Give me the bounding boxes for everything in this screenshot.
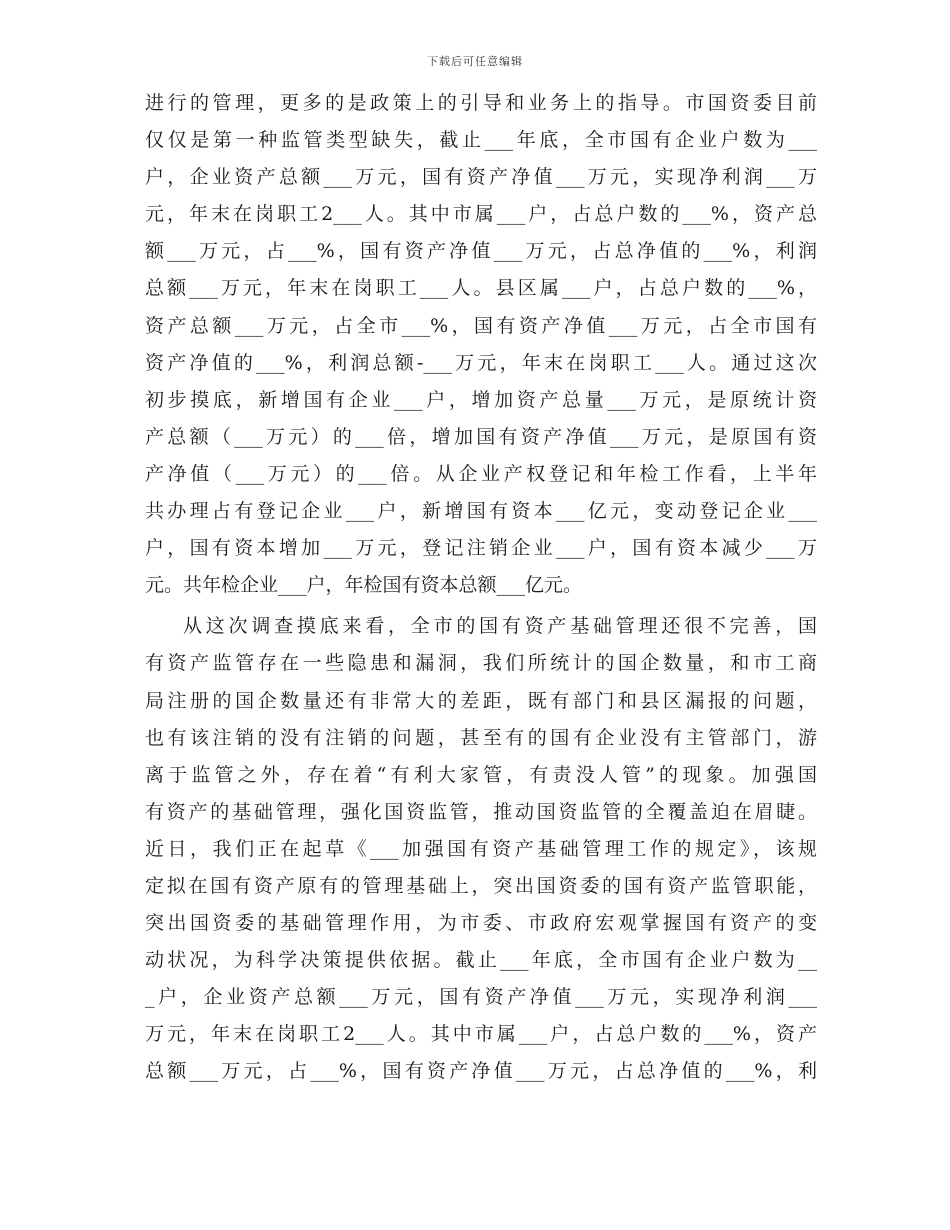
text-line: 资产净值的___%，利润总额-___万元，年末在岗职工___人。通过这次 [145,351,817,374]
text-line: 近日，我们正在起草《___加强国有资产基础管理工作的规定》，该规 [145,837,817,860]
text-line: 定拟在国有资产原有的管理基础上，突出国资委的国有资产监管职能， [145,874,817,897]
text-line: 局注册的国企数量还有非常大的差距，既有部门和县区漏报的问题， [145,689,817,712]
text-line: 仅仅是第一种监管类型缺失，截止___年底，全市国有企业户数为___ [145,129,817,152]
text-line: 进行的管理，更多的是政策上的引导和业务上的指导。市国资委目前 [145,92,817,114]
text-line: 资产总额___万元，占全市___%，国有资产净值___万元，占全市国有 [145,314,817,337]
text-line: 离于监管之外，存在着“有利大家管，有责没人管”的现象。加强国 [145,763,817,786]
text-line: 户，国有资本增加___万元，登记注销企业___户，国有资本减少___万 [145,537,817,560]
text-line: 共办理占有登记企业___户，新增国有资本___亿元，变动登记企业___ [145,500,817,523]
text-line: 元。共年检企业___户，年检国有资本总额___亿元。 [145,574,583,597]
text-line: 总额___万元，占___%，国有资产净值___万元，占总净值的___%，利 [145,1060,817,1083]
paragraph [145,85,817,604]
page-header: 下载后可任意编辑 [427,55,523,68]
text-line: 万元，年末在岗职工2___人。其中市属___户，占总户数的___%，资产 [145,1023,817,1046]
text-line: 有资产的基础管理，强化国资监管，推动国资监管的全覆盖迫在眉睫。 [145,800,817,823]
text-line: 也有该注销的没有注销的问题，甚至有的国有企业没有主管部门，游 [145,726,817,749]
text-line: 有资产监管存在一些隐患和漏洞，我们所统计的国企数量，和市工商 [145,652,817,675]
document-body [145,85,817,1091]
text-line: 突出国资委的基础管理作用，为市委、市政府宏观掌握国有资产的变 [145,912,817,935]
text-line: 元，年末在岗职工2___人。其中市属___户，占总户数的___%，资产总 [145,203,817,226]
text-line: 动状况，为科学决策提供依据。截止___年底，全市国有企业户数为__ [145,949,817,972]
text-line: 初步摸底，新增国有企业___户，增加资产总量___万元，是原统计资 [145,388,817,411]
text-line: 总额___万元，年末在岗职工___人。县区属___户，占总户数的___%， [145,277,817,300]
text-line: 产净值（___万元）的___倍。从企业产权登记和年检工作看，上半年 [145,462,817,485]
text-line: 产总额（___万元）的___倍，增加国有资产净值___万元，是原国有资 [145,425,817,448]
text-line: 从这次调查摸底来看，全市的国有资产基础管理还很不完善，国 [183,615,817,638]
text-line: _户，企业资产总额___万元，国有资产净值___万元，实现净利润___ [145,986,817,1009]
paragraph [145,608,817,1090]
text-line: 户，企业资产总额___万元，国有资产净值___万元，实现净利润___万 [145,166,817,189]
text-line: 额___万元，占___%，国有资产净值___万元，占总净值的___%，利润 [145,240,817,263]
